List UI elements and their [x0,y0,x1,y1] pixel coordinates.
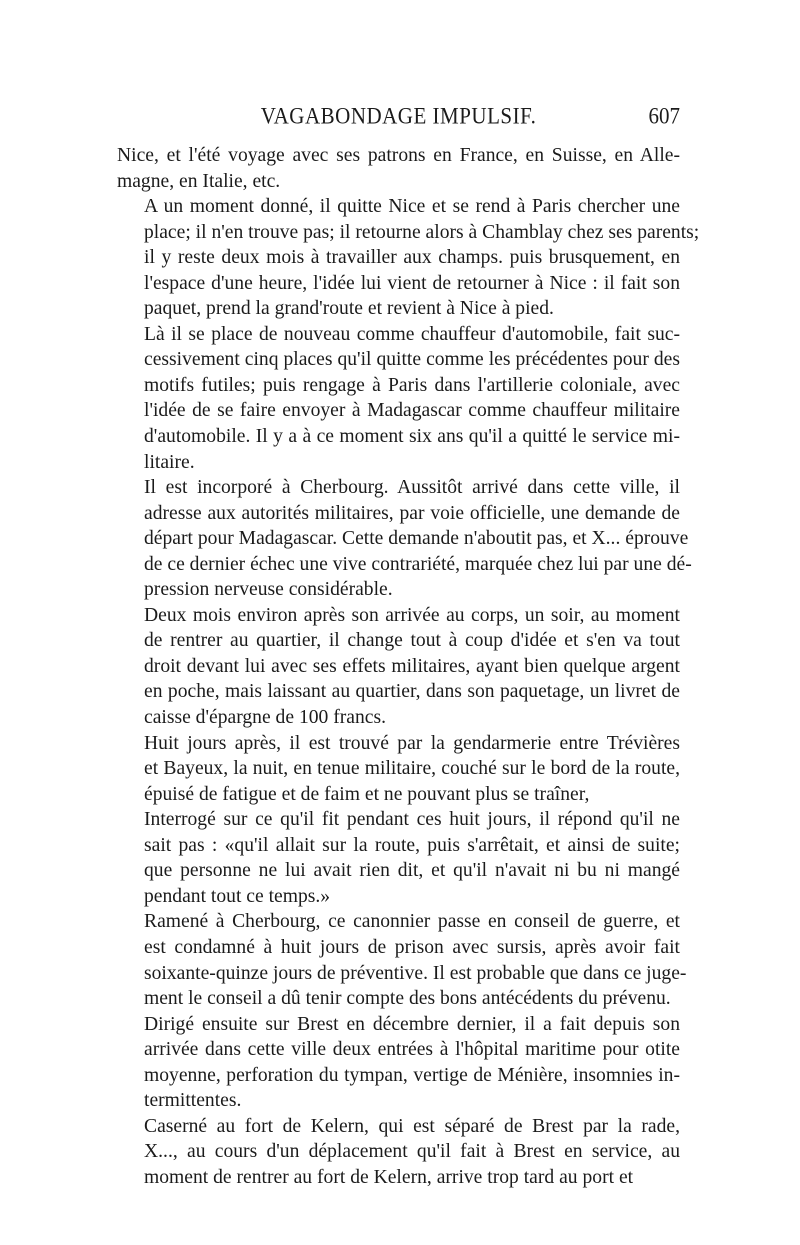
text-line: Là il se place de nouveau comme chauffeur d'automobile, fait suc- [144,323,680,345]
paragraph [117,603,680,731]
text-line: Il est incorporé à Cherbourg. Aussitôt arrivé dans cette ville, il [144,477,680,499]
paragraph [117,731,680,808]
text-line: cessivement cinq places qu'il quitte comme les précédentes pour des [144,349,680,371]
text-line: il y reste deux mois à travailler aux champs. puis brusquement, en [144,247,680,269]
page-number: 607 [648,102,680,130]
text-line: X..., au cours d'un déplacement qu'il fait à Brest en service, au [144,1141,680,1163]
text-line: départ pour Madagascar. Cette demande n'aboutit pas, et X... éprouve [144,528,689,550]
text-line: de ce dernier échec une vive contrariété, marquée chez lui par une dé- [144,553,692,575]
text-line: magne, en Italie, etc. [117,170,281,192]
text-line: d'automobile. Il y a à ce moment six ans qu'il a quitté le service mi- [144,426,680,448]
text-line: moyenne, perforation du tympan, vertige de Ménière, insomnies in- [144,1064,680,1086]
text-line: Dirigé ensuite sur Brest en décembre dernier, il a fait depuis son [144,1013,680,1035]
text-line: que personne ne lui avait rien dit, et qu'il n'avait ni bu ni mangé [144,860,680,882]
paragraph [117,807,680,909]
paragraph [117,1114,680,1191]
text-line: en poche, mais laissant au quartier, dans son paquetage, un livret de [144,681,680,703]
text-line: l'idée de se faire envoyer à Madagascar comme chauffeur militaire [144,400,680,422]
text-line: litaire. [144,451,195,473]
text-line: et Bayeux, la nuit, en tenue militaire, couché sur le bord de la route, [144,758,680,780]
paragraph [117,1012,680,1114]
text-line: sait pas : «qu'il allait sur la route, puis s'arrêtait, et ainsi de suite; [144,834,680,856]
page-header [117,104,680,134]
paragraph [117,143,680,194]
text-line: adresse aux autorités militaires, par voie officielle, une demande de [144,502,680,524]
text-line: droit devant lui avec ses effets militaires, ayant bien quelque argent [144,655,680,677]
text-line: paquet, prend la grand'route et revient à Nice à pied. [144,298,554,320]
text-line: Caserné au fort de Kelern, qui est séparé de Brest par la rade, [144,1115,680,1137]
text-line: moment de rentrer au fort de Kelern, arrive trop tard au port et [144,1166,634,1188]
paragraph [117,909,687,1011]
text-line: est condamné à huit jours de prison avec sursis, après avoir fait [144,936,680,958]
text-line: épuisé de fatigue et de faim et ne pouvant plus se traîner, [144,783,590,805]
text-line: pendant tout ce temps.» [144,885,331,907]
text-line: Huit jours après, il est trouvé par la gendarmerie entre Trévières [144,732,680,754]
text-line: termittentes. [144,1090,242,1112]
text-line: A un moment donné, il quitte Nice et se rend à Paris chercher une [144,196,680,218]
text-line: l'espace d'une heure, l'idée lui vient de retourner à Nice : il fait son [144,272,680,294]
text-line: caisse d'épargne de 100 francs. [144,707,387,729]
text-line: Deux mois environ après son arrivée au corps, un soir, au moment [144,604,680,626]
text-line: ment le conseil a dû tenir compte des bons antécédents du prévenu. [144,988,671,1010]
body-text [117,143,700,1190]
text-line: de rentrer au quartier, il change tout à coup d'idée et s'en va tout [144,630,680,652]
paragraph [117,194,700,322]
text-line: Nice, et l'été voyage avec ses patrons en France, en Suisse, en Alle- [117,145,680,166]
text-line: Interrogé sur ce qu'il fit pendant ces huit jours, il répond qu'il ne [144,809,680,831]
text-line: place; il n'en trouve pas; il retourne alors à Chamblay chez ses parents; [144,221,700,243]
text-line: motifs futiles; puis rengage à Paris dans l'artillerie coloniale, avec [144,374,680,396]
running-title: VAGABONDAGE IMPULSIF. [260,102,537,130]
text-line: pression nerveuse considérable. [144,579,393,601]
paragraph [117,322,680,475]
paragraph [117,475,692,603]
text-line: arrivée dans cette ville deux entrées à l'hôpital maritime pour otite [144,1039,680,1061]
text-line: Ramené à Cherbourg, ce canonnier passe en conseil de guerre, et [144,911,680,933]
text-line: soixante-quinze jours de préventive. Il est probable que dans ce juge- [144,962,687,984]
